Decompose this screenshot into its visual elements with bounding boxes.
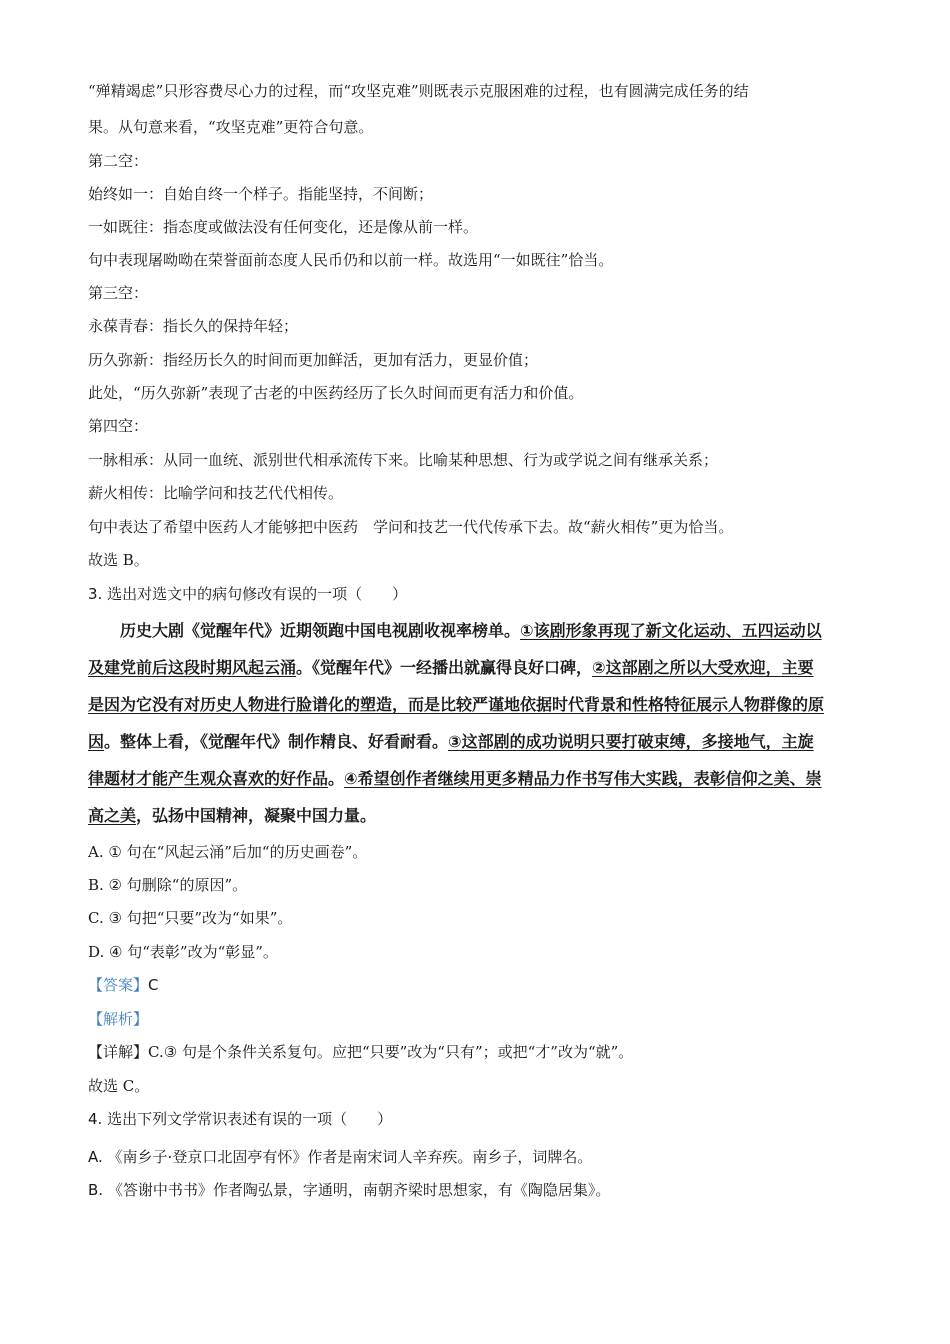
sentence-2-underlined: 因: [88, 732, 105, 751]
option-letter: B.: [88, 1181, 104, 1199]
passage-text: 。《觉醒年代》一经播出就赢得良好口碑，: [296, 658, 593, 677]
passage-text: 。整体上看，《觉醒年代》制作精良、好看耐看。: [104, 732, 449, 751]
explanation-line: 句中表达了希望中医药人才能够把中医药 学问和技艺一代代传承下去。故“薪火相传”更为恰当。: [88, 518, 734, 536]
sentence-1-underlined: 及建党前后这段时期风起云涌: [88, 658, 297, 677]
explanation-line: 永葆青春：指长久的保持年轻；: [88, 317, 299, 335]
passage-text: 。: [328, 769, 345, 788]
explanation-line: 始终如一：自始自终一个样子。指能坚持，不间断；: [88, 185, 434, 203]
analysis-line: [88, 1008, 862, 1030]
option-a: [88, 1146, 862, 1168]
passage-text: 历史大剧《觉醒年代》近期领跑中国电视剧收视率榜单。: [120, 621, 521, 640]
explanation-line: “殚精竭虑”只形容费尽心力的过程，而“攻坚克难”则既表示克服困难的过程，也有圆满完成任务的结: [88, 82, 749, 100]
detail-tag: 【详解】: [88, 1043, 149, 1061]
sentence-2-underlined: 是因为它没有对历史人物进行脸谱化的塑造，而是比较严谨地依据时代背景和性格特征展示人物群像的原: [88, 695, 825, 714]
explanation-line: 此处，“历久弥新”表现了古老的中医药经历了长久时间而更有活力和价值。: [88, 384, 584, 402]
question-number: 3.: [88, 585, 103, 603]
passage-text: ，弘扬中国精神，凝聚中国力量。: [136, 806, 377, 825]
explanation-line: 一如既往：指态度或做法没有任何变化，还是像从前一样。: [88, 218, 479, 236]
explanation-line: 薪火相传：比喻学问和技艺代代相传。: [88, 484, 344, 502]
detail-line: [88, 1041, 862, 1063]
option-letter: A.: [88, 1148, 103, 1166]
question-text: 选出下列文学常识表述有误的一项（ ）: [107, 1110, 393, 1128]
sentence-4-underlined: ④希望创作者继续用更多精品力作书写伟大实践，表彰信仰之美、崇: [344, 769, 822, 788]
answer-tag: 【答案】: [88, 976, 149, 994]
analysis-tag: 【解析】: [88, 1010, 149, 1028]
conclusion-line: 故选 B。: [88, 551, 149, 569]
answer-line: [88, 974, 862, 996]
question-text: 选出对选文中的病句修改有误的一项（ ）: [107, 585, 408, 603]
question-number: 4.: [88, 1110, 103, 1128]
blank-heading: 第四空：: [88, 417, 149, 435]
explanation-line: 果。从句意来看，“攻坚克难”更符合句意。: [88, 118, 374, 136]
option-b: B. ② 句删除“的原因”。: [88, 876, 248, 894]
option-text: 《南乡子·登京口北固亭有怀》作者是南宋词人辛弃疾。南乡子，词牌名。: [107, 1148, 593, 1166]
option-b: [88, 1179, 862, 1201]
blank-heading: 第三空：: [88, 284, 149, 302]
option-d: D. ④ 句“表彰”改为“彰显”。: [88, 943, 278, 961]
detail-text: C.③ 句是个条件关系复句。应把“只要”改为“只有”；或把“才”改为“就”。: [148, 1043, 634, 1061]
question-3-passage: [88, 612, 862, 834]
option-a: A. ① 句在“风起云涌”后加“的历史画卷”。: [88, 843, 368, 861]
sentence-3-underlined: 律题材才能产生观众喜欢的好作品: [88, 769, 329, 788]
sentence-4-underlined: 高之美: [88, 806, 137, 825]
explanation-line: 一脉相承：从同一血统、派别世代相承流传下来。比喻某种思想、行为或学说之间有继承关系；: [88, 451, 719, 469]
question-4-stem: [88, 1108, 862, 1130]
blank-heading: 第二空：: [88, 152, 149, 170]
sentence-1-underlined: ①该剧形象再现了新文化运动、五四运动以: [520, 621, 822, 640]
sentence-3-underlined: ③这部剧的成功说明只要打破束缚，多接地气，主旋: [448, 732, 814, 751]
answer-value: C: [148, 976, 159, 994]
option-text: 《答谢中书书》作者陶弘景，字通明，南朝齐梁时思想家，有《陶隐居集》。: [107, 1181, 611, 1199]
explanation-line: 历久弥新：指经历长久的时间而更加鲜活，更加有活力，更显价值；: [88, 351, 539, 369]
question-3-stem: [88, 583, 862, 605]
conclusion-line: 故选 C。: [88, 1077, 150, 1095]
option-c: C. ③ 句把“只要”改为“如果”。: [88, 909, 293, 927]
sentence-2-underlined: ②这部剧之所以大受欢迎，主要: [592, 658, 814, 677]
explanation-line: 句中表现屠呦呦在荣誉面前态度人民币仍和以前一样。故选用“一如既往”恰当。: [88, 251, 614, 269]
